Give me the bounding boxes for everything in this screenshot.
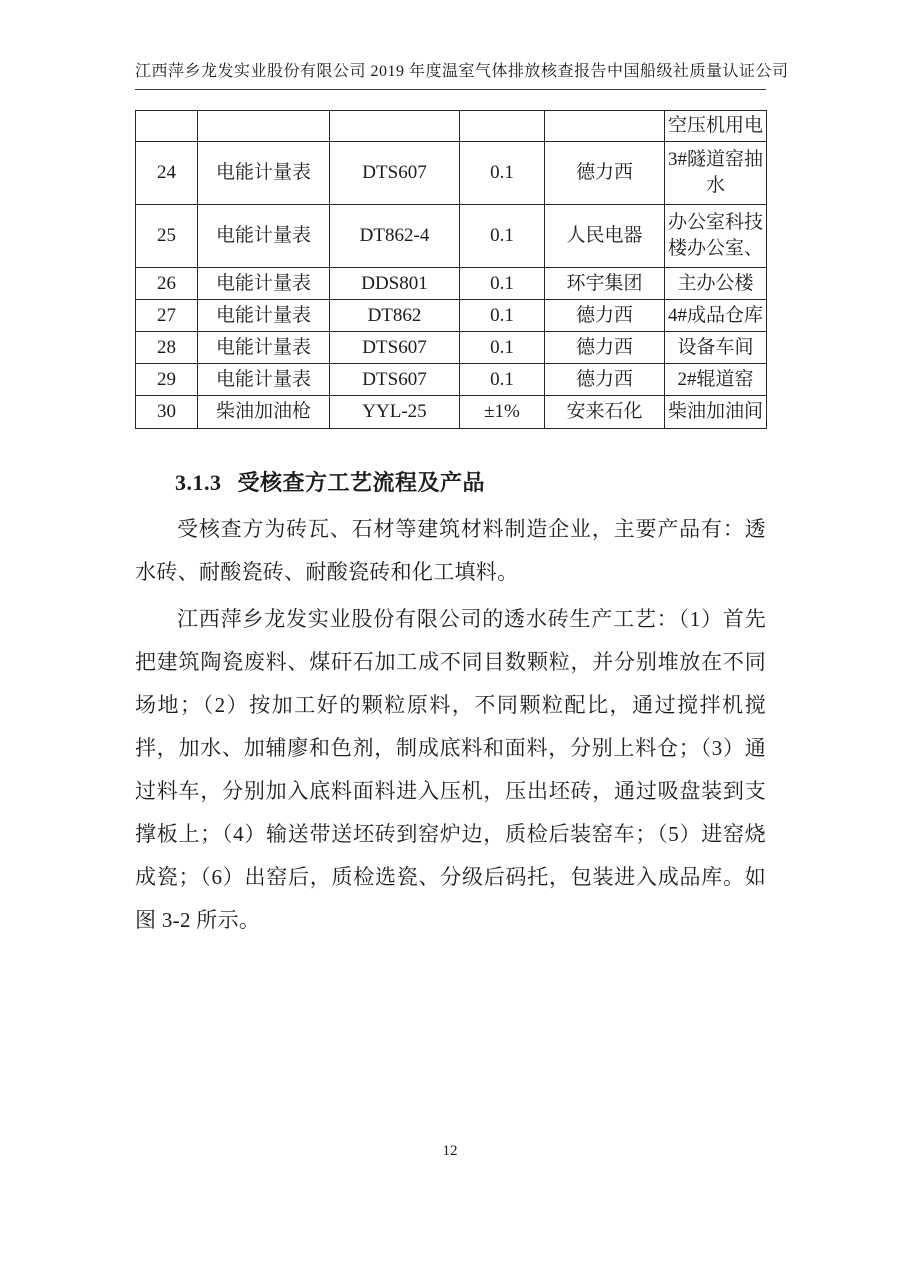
cell-manufacturer: 环宇集团 [545,268,665,300]
cell-type: 电能计量表 [198,300,330,332]
cell-manufacturer [545,111,665,142]
cell-no: 24 [136,142,198,205]
running-header: 江西萍乡龙发实业股份有限公司 2019 年度温室气体排放核查报告中国船级社质量认证公司 [135,58,766,90]
cell-accuracy: ±1% [460,396,545,429]
cell-accuracy: 0.1 [460,332,545,364]
table-row [136,142,767,205]
cell-manufacturer: 德力西 [545,332,665,364]
cell-location: 设备车间 [665,332,767,364]
table-row [136,364,767,396]
cell-accuracy: 0.1 [460,364,545,396]
cell-type: 电能计量表 [198,332,330,364]
table-row [136,111,767,142]
cell-manufacturer: 德力西 [545,364,665,396]
measurement-table [135,110,767,429]
cell-accuracy: 0.1 [460,300,545,332]
cell-location: 柴油加油间 [665,396,767,429]
measurement-table-body [136,111,767,429]
cell-model: DT862 [330,300,460,332]
table-row [136,332,767,364]
cell-model [330,111,460,142]
cell-type: 电能计量表 [198,364,330,396]
cell-accuracy: 0.1 [460,205,545,268]
cell-model: YYL-25 [330,396,460,429]
cell-model: DTS607 [330,332,460,364]
cell-type: 电能计量表 [198,142,330,205]
cell-type: 电能计量表 [198,205,330,268]
cell-type: 柴油加油枪 [198,396,330,429]
table-row [136,300,767,332]
cell-manufacturer: 安来石化 [545,396,665,429]
cell-type: 电能计量表 [198,268,330,300]
cell-location: 2#辊道窑 [665,364,767,396]
cell-no [136,111,198,142]
cell-location: 3#隧道窑抽水 [665,142,767,205]
cell-no: 25 [136,205,198,268]
cell-manufacturer: 人民电器 [545,205,665,268]
section-number: 3.1.3 [175,470,222,495]
cell-type [198,111,330,142]
cell-accuracy [460,111,545,142]
cell-no: 27 [136,300,198,332]
cell-manufacturer: 德力西 [545,300,665,332]
cell-accuracy: 0.1 [460,142,545,205]
cell-location: 主办公楼 [665,268,767,300]
cell-no: 30 [136,396,198,429]
cell-no: 29 [136,364,198,396]
table-row [136,205,767,268]
cell-accuracy: 0.1 [460,268,545,300]
cell-location: 办公室科技楼办公室、 [665,205,767,268]
table-row [136,396,767,429]
cell-model: DDS801 [330,268,460,300]
cell-manufacturer: 德力西 [545,142,665,205]
page-number: 12 [442,1143,458,1159]
cell-no: 26 [136,268,198,300]
cell-location: 空压机用电 [665,111,767,142]
cell-location: 4#成品仓库 [665,300,767,332]
body-paragraph-2: 江西萍乡龙发实业股份有限公司的透水砖生产工艺：（1）首先把建筑陶瓷废料、煤矸石加工成不同目数颗粒，并分别堆放在不同场地；（2）按加工好的颗粒原料，不同颗粒配比，通过搅拌机搅拌，加水、加辅廖和色剂，制成底料和面料，分别上料仓；（3）通过料车，分别加入底料面料进入压机，压出坯砖，通过吸盘装到支撑板上；（4）输送带送坯砖到窑炉边，质检后装窑车；（5）进窑烧成瓷；（6）出窑后，质检选瓷、分级后码托，包装进入成品库。如图 3-2 所示。 [135,607,766,932]
section-title: 受核查方工艺流程及产品 [237,470,486,495]
table-row [136,268,767,300]
cell-model: DTS607 [330,142,460,205]
cell-model: DT862-4 [330,205,460,268]
section-heading [175,466,485,497]
body-paragraph-1: 受核查方为砖瓦、石材等建筑材料制造企业，主要产品有：透水砖、耐酸瓷砖、耐酸瓷砖和化工填料。 [135,517,766,584]
cell-no: 28 [136,332,198,364]
cell-model: DTS607 [330,364,460,396]
